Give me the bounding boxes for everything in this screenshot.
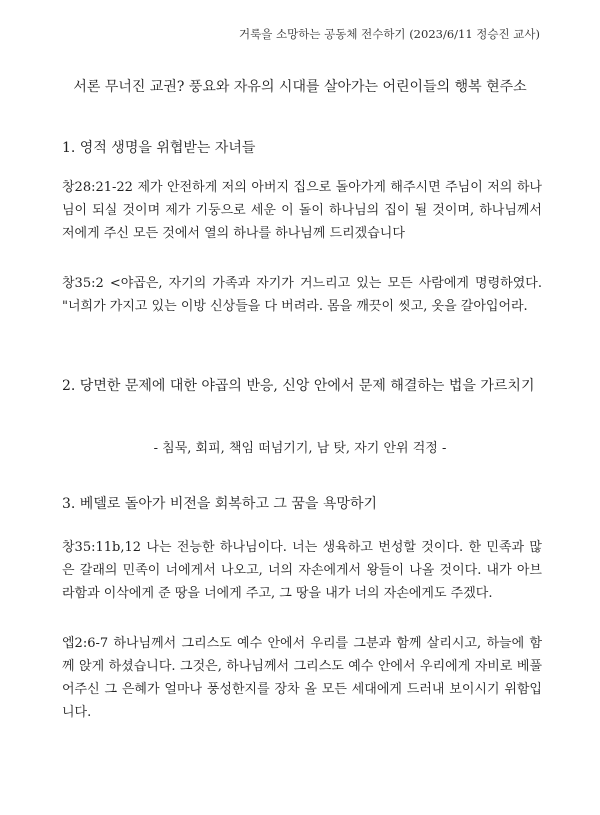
section-3-heading: 3. 베델로 돌아가 비전을 회복하고 그 꿈을 욕망하기 [62, 496, 377, 512]
section-3-paragraph-1: 창35:11b,12 나는 전능한 하나님이다. 너는 생육하고 번성할 것이다. 한 민족과 많은 갈래의 민족이 너에게서 나오고, 너의 자손에게서 왕들이 나올 것이다. 내가 아브라함과 이삭에게 준 땅을 너에게 주고, 그 땅을 내가 너의 자손에게도 주겠다. [62, 540, 542, 601]
section-3-paragraph-2: 엡2:6-7 하나님께서 그리스도 예수 안에서 우리를 그분과 함께 살리시고, 하늘에 함께 앉게 하셨습니다. 그것은, 하나님께서 그리스도 예수 안에서 우리에게 자비로 베풀어주신 그 은혜가 얼마나 풍성한지를 장차 올 모든 세대에게 드러내 보이시기 위함입니다. [62, 636, 542, 720]
section-1-paragraph-1: 창28:21-22 제가 안전하게 저의 아버지 집으로 돌아가게 해주시면 주님이 저의 하나님이 되실 것이며 제가 기둥으로 세운 이 돌이 하나님의 집이 될 것이며, 하나님께서 저에게 주신 모든 것에서 열의 하나를 하나님께 드리겠습니다 [62, 180, 542, 241]
section-1-paragraph-2: 창35:2 <야곱은, 자기의 가족과 자기가 거느리고 있는 모든 사람에게 명령하였다. "너희가 가지고 있는 이방 신상들을 다 버려라. 몸을 깨끗이 씻고, 옷을 갈아입어라. [62, 276, 542, 314]
section-2-summary: - 침묵, 회피, 책임 떠넘기기, 남 탓, 자기 안위 걱정 - [153, 441, 447, 456]
document-title: 서론 무너진 교권? 풍요와 자유의 시대를 살아가는 어린이들의 행복 현주소 [73, 79, 527, 95]
section-2-heading: 2. 당면한 문제에 대한 야곱의 반응, 신앙 안에서 문제 해결하는 법을 가르치기 [62, 378, 535, 394]
section-1-heading: 1. 영적 생명을 위협받는 자녀들 [62, 140, 256, 156]
document-header: 거룩을 소망하는 공동체 전수하기 (2023/6/11 정승진 교사) [239, 27, 540, 41]
